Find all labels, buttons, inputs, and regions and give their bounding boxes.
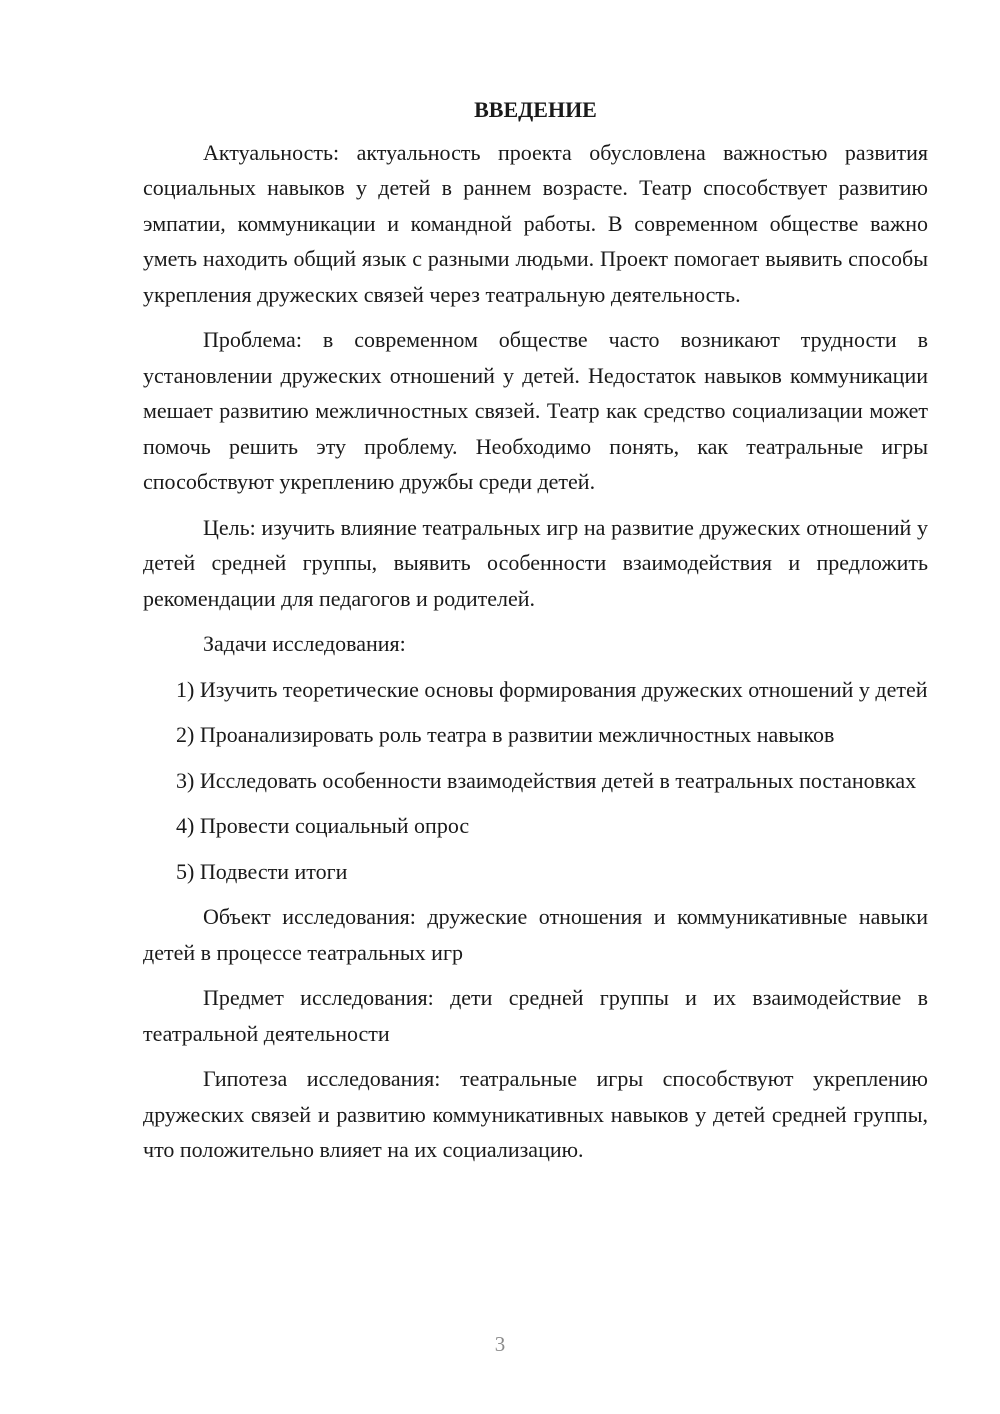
object-paragraph: Объект исследования: дружеские отношения и коммуникативные навыки детей в процессе театральных игр bbox=[143, 904, 928, 965]
task-item-4: 4) Провести социальный опрос bbox=[176, 813, 470, 838]
document-page bbox=[143, 92, 928, 1178]
subject-paragraph: Предмет исследования: дети средней группы и их взаимодействие в театральной деятельности bbox=[143, 985, 928, 1046]
page-title: ВВЕДЕНИЕ bbox=[474, 97, 597, 122]
tasks-heading: Задачи исследования: bbox=[203, 631, 406, 656]
problem-paragraph: Проблема: в современном обществе часто возникают трудности в установлении дружеских отношений у детей. Недостаток навыков коммуникации мешает развитию межличностных связей. Театр как средство социализации может помочь решить эту проблему. Необходимо понять, как театральные игры способствуют укреплению дружбы среди детей. bbox=[143, 327, 928, 494]
task-item-5: 5) Подвести итоги bbox=[176, 858, 348, 884]
task-item-1: 1) Изучить теоретические основы формирования дружеских отношений у детей bbox=[176, 676, 928, 702]
relevance-paragraph: Актуальность: актуальность проекта обусловлена важностью развития социальных навыков у детей в раннем возрасте. Театр способствует развитию эмпатии, коммуникации и командной работы. В современном обществе важно уметь находить общий язык с разными людьми. Проект помогает выявить способы укрепления дружеских связей через театральную деятельность. bbox=[143, 139, 928, 307]
goal-paragraph: Цель: изучить влияние театральных игр на развитие дружеских отношений у детей средней группы, выявить особенности взаимодействия и предложить рекомендации для педагогов и родителей. bbox=[143, 514, 928, 611]
hypothesis-paragraph: Гипотеза исследования: театральные игры способствуют укреплению дружеских связей и развитию коммуникативных навыков у детей средней группы, что положительно влияет на их социализацию. bbox=[143, 1066, 928, 1162]
task-item-2: 2) Проанализировать роль театра в развитии межличностных навыков bbox=[176, 722, 835, 747]
page-number: 3 bbox=[494, 1332, 506, 1356]
task-item-3: 3) Исследовать особенности взаимодействия детей в театральных постановках bbox=[176, 767, 917, 793]
